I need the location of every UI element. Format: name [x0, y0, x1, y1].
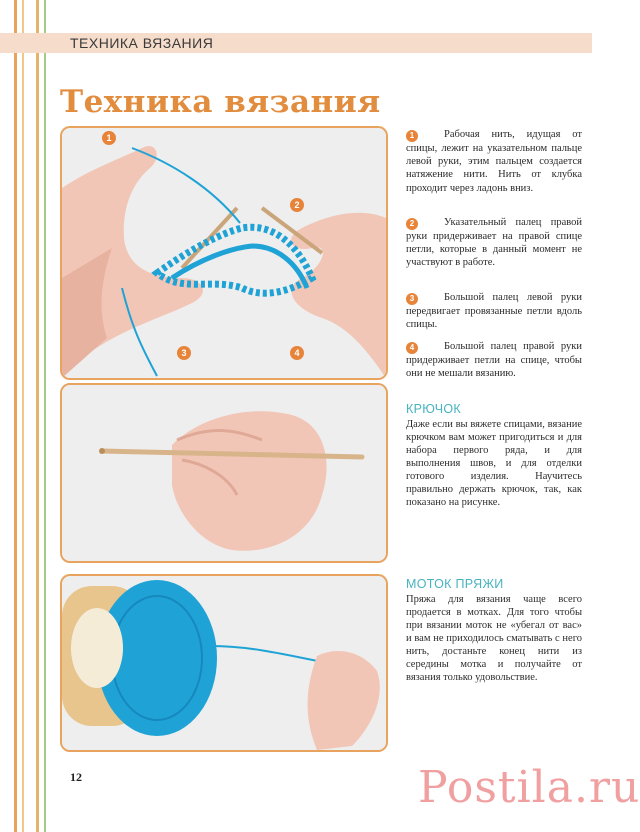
photo-label-4: 4: [290, 346, 304, 360]
skein-heading: МОТОК ПРЯЖИ: [406, 577, 504, 591]
decor-yarn-line: [44, 0, 46, 832]
photo-yarn-skein: [60, 574, 388, 752]
step-2: [406, 216, 582, 270]
crochet-illustration: [62, 385, 386, 561]
section-header: ТЕХНИКА ВЯЗАНИЯ: [70, 35, 214, 51]
skein-illustration: [62, 576, 386, 750]
step-4: [406, 340, 582, 380]
step-text: Большой палец левой руки передвигает провязанные петли вдоль спицы.: [406, 292, 582, 331]
crochet-heading: КРЮЧОК: [406, 402, 461, 416]
photo-label-1: 1: [102, 131, 116, 145]
knitting-illustration: [62, 128, 386, 378]
photo-knitting-hands: [60, 126, 388, 380]
step-number-badge: 4: [406, 342, 418, 354]
watermark: Postila.ru: [418, 762, 640, 813]
skein-text: Пряжа для вязания чаще всего продается в мотках. Для того чтобы при вязании моток не «убегал от вас» и вам не приходилось сматывать с него нить, достаньте конец нити из середины мотка и получайте от вязания только удовольствие.: [406, 594, 582, 683]
photo-label-3: 3: [177, 346, 191, 360]
step-text: Указательный палец правой руки придерживает на правой спице петли, которые в данный момент не участвуют в работе.: [406, 217, 582, 269]
photo-crochet-hook: [60, 383, 388, 563]
decor-yarn-line: [22, 0, 24, 832]
step-1: [406, 128, 582, 195]
step-text: Большой палец правой руки придерживает петли на спице, чтобы они не мешали вязанию.: [406, 341, 582, 380]
step-number-badge: 2: [406, 218, 418, 230]
step-text: Рабочая нить, идущая от спицы, лежит на указательном пальце левой руки, этим пальцем создается натяжение нити. Нить от клубка проходит через ладонь вниз.: [406, 129, 582, 194]
step-3: [406, 291, 582, 331]
step-number-badge: 3: [406, 293, 418, 305]
step-number-badge: 1: [406, 130, 418, 142]
photo-label-2: 2: [290, 198, 304, 212]
page-title: Техника вязания: [60, 84, 381, 120]
crochet-text: Даже если вы вяжете спицами, вязание крючком вам может пригодиться и для набора первого ряда, и для выполнения швов, и для отделки готового изделия. Научитесь правильно держать крючок, так, как показано на рисунке.: [406, 419, 582, 508]
decor-yarn-line: [36, 0, 39, 832]
page-number: 12: [70, 770, 82, 784]
decor-yarn-line: [14, 0, 17, 832]
